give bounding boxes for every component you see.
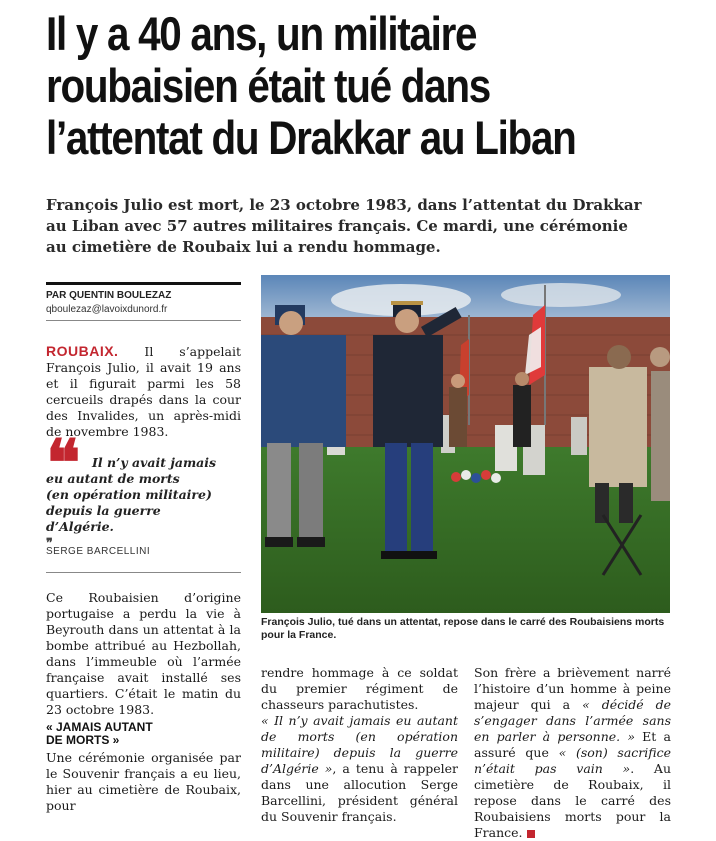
pullquote-line-2: eu autant de morts (46, 471, 180, 486)
pullquote-line-3: (en opération militaire) (46, 487, 212, 502)
lede-line-1: François Julio est mort, le 23 octobre 1983, dans l’attentat du Drakkar (46, 196, 642, 214)
col3-quote-1: « décidé de s’engager dans l’armée sans en parler à personne. » (474, 697, 671, 744)
close-quote-icon: ❞ (46, 535, 53, 550)
pullquote-divider (46, 572, 241, 573)
byline-rule (46, 282, 241, 285)
dateline: ROUBAIX. (46, 343, 119, 359)
pullquote (46, 471, 241, 551)
body-paragraph-2: Une cérémonie organisée par le Souvenir français a eu lieu, hier au cimetière de Roubaix, pour (46, 750, 241, 813)
pullquote-first-line (92, 455, 242, 471)
headline-line-1: Il y a 40 ans, un militaire (46, 7, 477, 60)
photo-caption: François Julio, tué dans un attentat, repose dans le carré des Roubaisiens morts pour la France. (261, 616, 665, 641)
end-mark-icon (527, 830, 535, 838)
column-3-text (474, 665, 671, 841)
pullquote-attribution: SERGE BARCELLINI (46, 546, 151, 557)
col2-text-a: rendre hommage à ce soldat du premier régiment de chasseurs parachutistes. (261, 665, 458, 712)
subheading (46, 721, 241, 747)
headline-line-2: roubaisien était tué dans (46, 59, 490, 112)
pullquote-line-4: depuis la guerre (46, 503, 161, 518)
col3-text-c: . Au cimetière de Roubaix, il repose dans le carré des Roubaisiens morts pour la France. (474, 761, 671, 840)
body-paragraph-1: Ce Roubaisien d’origine portugaise a perdu la vie à Beyrouth dans un attentat à la bombe attribué au Hezbollah, dans l’immeuble où l’armée française avait installé ses quartiers. C’était le matin du 23 octobre 1983. (46, 590, 241, 717)
col2-quote: « Il n’y avait jamais eu autant de morts (en opération militaire) depuis la guerre d’Algérie » (261, 713, 458, 776)
quote-mark-icon: ❝ (46, 426, 81, 501)
col2-text-b: , a tenu à rappeler dans une allocution Serge Barcellini, président général du Souvenir français. (261, 761, 458, 824)
subheading-line-1: « JAMAIS AUTANT (46, 720, 153, 734)
lede (46, 195, 676, 258)
lede-line-3: au cimetière de Roubaix lui a rendu hommage. (46, 238, 441, 256)
intro-text: Il s’appelait François Julio, il avait 19 ans et il figurait parmi les 58 cercueils drapés dans la cour des Invalides, un après-midi de novembre 1983. (46, 344, 241, 439)
pullquote-line-5-text: d’Algérie. (46, 519, 114, 534)
lede-line-2: au Liban avec 57 autres militaires français. Ce mardi, une cérémonie (46, 217, 628, 235)
col3-quote-2: « (son) sacrifice n’était pas vain » (474, 745, 671, 776)
ceremony-photo (261, 275, 670, 613)
headline (46, 8, 605, 164)
subheading-line-2: DE MORTS » (46, 733, 120, 747)
byline-email: qboulezaz@lavoixdunord.fr (46, 304, 168, 315)
byline-divider (46, 320, 241, 321)
col3-text-a: Son frère a brièvement narré l’histoire d’un homme à peine majeur qui a (474, 665, 671, 712)
col3-text-b: Et a assuré que (474, 729, 671, 760)
column-2-text (261, 665, 458, 825)
byline-author: PAR QUENTIN BOULEZAZ (46, 290, 172, 301)
ceremony-photo-illustration (261, 275, 670, 613)
headline-line-3: l’attentat du Drakkar au Liban (46, 111, 576, 164)
pullquote-line-1: Il n’y avait jamais (92, 455, 217, 470)
